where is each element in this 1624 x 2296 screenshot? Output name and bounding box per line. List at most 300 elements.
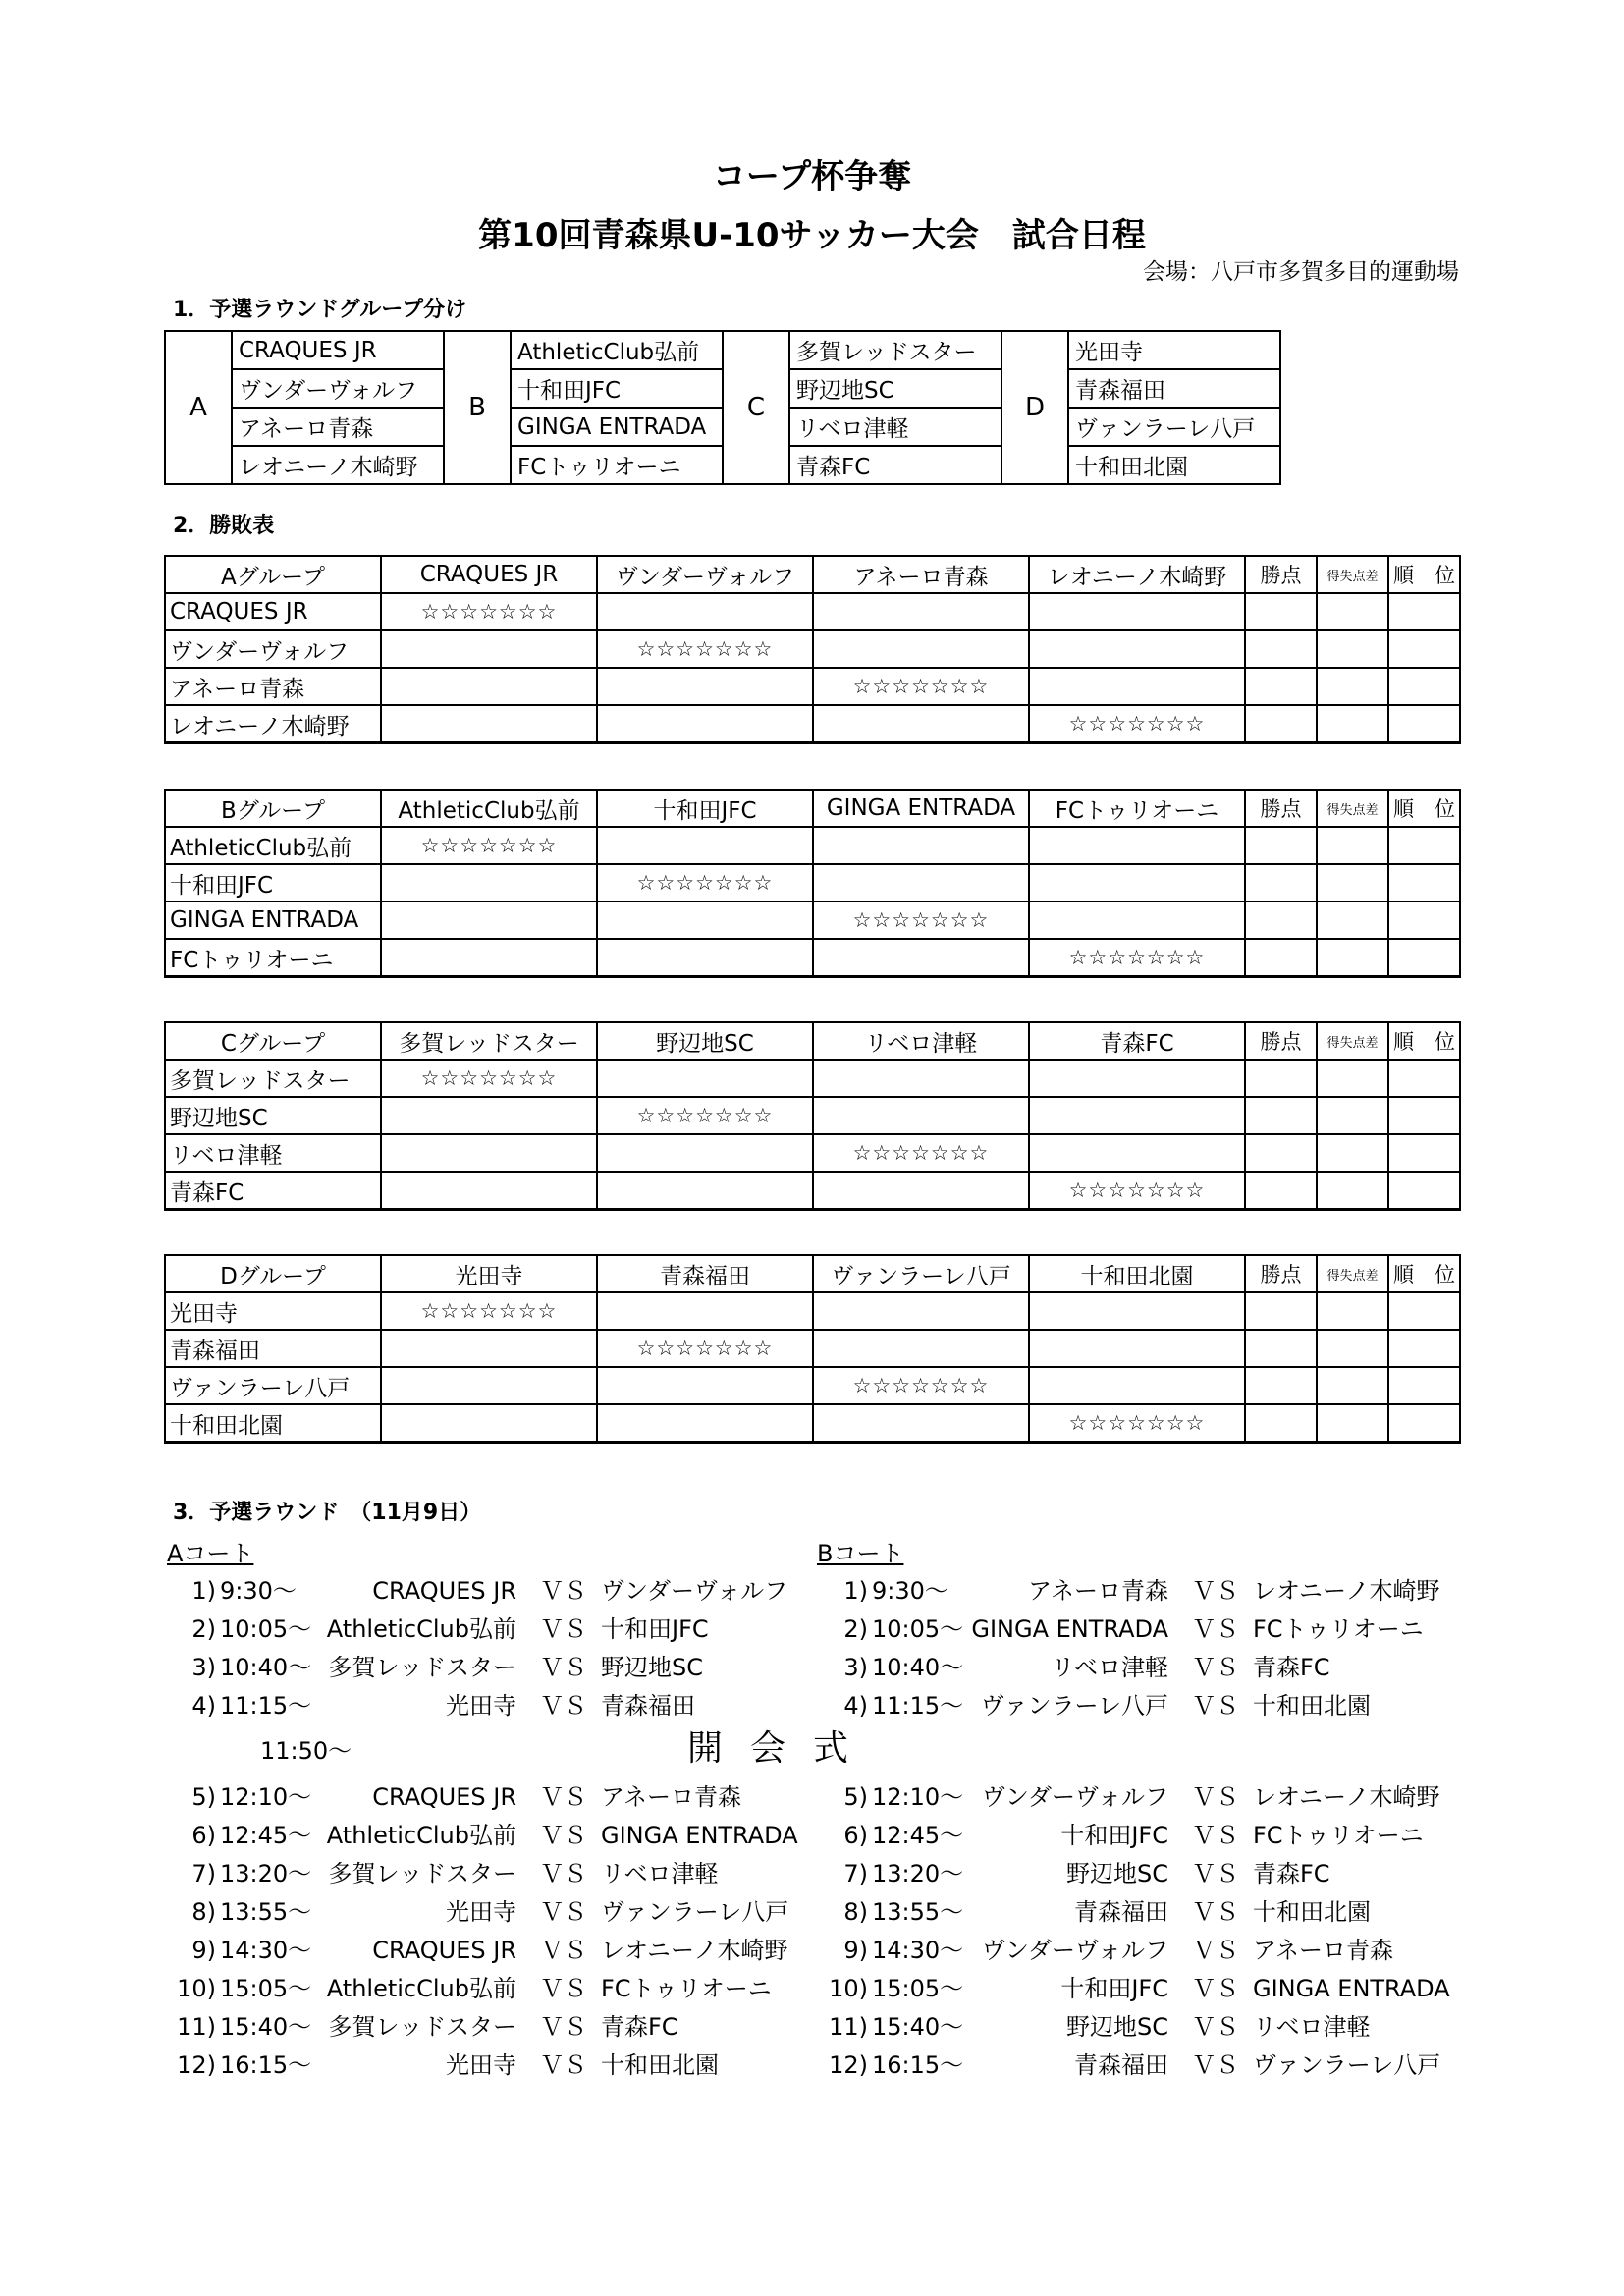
self-match-cell: ☆☆☆☆☆☆☆ (1029, 705, 1245, 743)
score-cell (597, 1060, 813, 1097)
ceremony-time: 11:50～ (260, 1737, 352, 1765)
row-team: CRAQUES JR (165, 593, 381, 630)
home-team: 十和田JFC (1060, 1975, 1168, 2002)
column-team: 青森FC (1029, 1022, 1245, 1060)
section-group-split: 1．予選ラウンドグループ分け (173, 298, 467, 322)
group-team: ヴァンラーレ八戸 (1068, 408, 1280, 446)
self-match-cell: ☆☆☆☆☆☆☆ (597, 1097, 813, 1134)
home-team: ヴンダーヴォルフ (981, 1937, 1168, 1964)
table-row (165, 864, 1460, 902)
row-team: 十和田JFC (165, 864, 381, 902)
vs-label: ＶＳ (1192, 1692, 1239, 1720)
group-label: B (444, 331, 511, 484)
result-table (164, 1254, 1461, 1444)
score-cell (381, 1404, 597, 1443)
goal-diff-cell (1317, 1404, 1388, 1443)
home-team: AthleticClub弘前 (326, 1975, 516, 2002)
rank-cell (1388, 1367, 1460, 1404)
column-team: ヴンダーヴォルフ (597, 556, 813, 593)
score-cell (381, 630, 597, 668)
score-cell (813, 1330, 1029, 1367)
self-match-cell: ☆☆☆☆☆☆☆ (813, 1134, 1029, 1172)
rank-cell (1388, 668, 1460, 705)
score-cell (597, 902, 813, 939)
table-row (165, 1060, 1460, 1097)
column-team: 多賀レッドスター (381, 1022, 597, 1060)
rank-cell (1388, 593, 1460, 630)
score-cell (813, 705, 1029, 743)
group-team: 多賀レッドスター (789, 331, 1001, 369)
group-team: 青森福田 (1068, 369, 1280, 408)
column-team: 青森福田 (597, 1255, 813, 1292)
score-cell (381, 902, 597, 939)
score-cell (381, 939, 597, 977)
points-cell (1245, 864, 1317, 902)
match-number: 4) (843, 1692, 868, 1720)
match-row (173, 2049, 801, 2082)
score-cell (381, 1330, 597, 1367)
score-cell (1029, 668, 1245, 705)
goal-diff-cell (1317, 902, 1388, 939)
match-time: 15:05～ (220, 1975, 312, 2002)
away-team: 青森FC (1253, 1860, 1330, 1887)
goal-diff-cell (1317, 593, 1388, 630)
points-cell (1245, 1097, 1317, 1134)
row-team: FCトゥリオーニ (165, 939, 381, 977)
venue: 会場：八戸市多賀多目的運動場 (1143, 259, 1459, 285)
group-team: GINGA ENTRADA (511, 408, 723, 446)
rank-cell (1388, 1404, 1460, 1443)
score-cell (813, 1060, 1029, 1097)
row-team: ヴンダーヴォルフ (165, 630, 381, 668)
row-team: AthleticClub弘前 (165, 827, 381, 864)
match-row (825, 1819, 1453, 1852)
vs-label: ＶＳ (1192, 1577, 1239, 1605)
points-cell (1245, 1172, 1317, 1210)
goal-diff-cell (1317, 1097, 1388, 1134)
home-team: 多賀レッドスター (328, 1860, 516, 1887)
score-cell (381, 705, 597, 743)
table-row (165, 593, 1460, 630)
row-team: ヴァンラーレ八戸 (165, 1367, 381, 1404)
home-team: 野辺地SC (1066, 2013, 1168, 2041)
group-team: FCトゥリオーニ (511, 446, 723, 484)
column-team: 野辺地SC (597, 1022, 813, 1060)
self-match-cell: ☆☆☆☆☆☆☆ (597, 1330, 813, 1367)
match-time: 10:05～ (872, 1615, 964, 1643)
row-team: レオニーノ木崎野 (165, 705, 381, 743)
match-time: 13:20～ (220, 1860, 312, 1887)
away-team: 野辺地SC (601, 1654, 703, 1681)
group-team: アネーロ青森 (232, 408, 444, 446)
opening-ceremony: 開会式 (687, 1728, 877, 1769)
vs-label: ＶＳ (540, 1577, 587, 1605)
score-cell (1029, 827, 1245, 864)
group-team: 青森FC (789, 446, 1001, 484)
match-row (173, 1972, 801, 2005)
match-time: 9:30～ (220, 1577, 297, 1605)
home-team: CRAQUES JR (372, 1577, 516, 1605)
points-header: 勝点 (1245, 1022, 1317, 1060)
score-cell (1029, 1292, 1245, 1330)
home-team: 多賀レッドスター (328, 2013, 516, 2041)
score-cell (597, 1367, 813, 1404)
score-cell (1029, 1330, 1245, 1367)
points-cell (1245, 705, 1317, 743)
match-row (825, 1613, 1453, 1646)
group-header: Bグループ (165, 790, 381, 827)
vs-label: ＶＳ (540, 1654, 587, 1681)
column-team: 十和田JFC (597, 790, 813, 827)
home-team: CRAQUES JR (372, 1937, 516, 1964)
self-match-cell: ☆☆☆☆☆☆☆ (381, 827, 597, 864)
row-team: GINGA ENTRADA (165, 902, 381, 939)
group-team: CRAQUES JR (232, 331, 444, 369)
self-match-cell: ☆☆☆☆☆☆☆ (1029, 939, 1245, 977)
table-row (165, 705, 1460, 743)
away-team: FCトゥリオーニ (1253, 1822, 1424, 1849)
self-match-cell: ☆☆☆☆☆☆☆ (381, 1060, 597, 1097)
score-cell (597, 705, 813, 743)
match-number: 2) (191, 1615, 216, 1643)
rank-cell (1388, 1292, 1460, 1330)
score-cell (813, 939, 1029, 977)
match-number: 12) (829, 2051, 868, 2079)
table-row (165, 902, 1460, 939)
match-number: 12) (177, 2051, 216, 2079)
court-a-label: Aコート (167, 1540, 254, 1567)
table-row (165, 1292, 1460, 1330)
match-time: 12:10～ (220, 1783, 312, 1811)
match-time: 13:55～ (872, 1898, 964, 1926)
group-header: Cグループ (165, 1022, 381, 1060)
away-team: ヴァンラーレ八戸 (1253, 2051, 1441, 2079)
score-cell (597, 939, 813, 977)
points-cell (1245, 1367, 1317, 1404)
match-row (825, 1934, 1453, 1967)
vs-label: ＶＳ (540, 2013, 587, 2041)
rank-cell (1388, 864, 1460, 902)
score-cell (381, 864, 597, 902)
points-cell (1245, 593, 1317, 630)
away-team: FCトゥリオーニ (601, 1975, 772, 2002)
rank-cell (1388, 1060, 1460, 1097)
score-cell (1029, 1367, 1245, 1404)
goal-diff-cell (1317, 630, 1388, 668)
self-match-cell: ☆☆☆☆☆☆☆ (597, 630, 813, 668)
away-team: 十和田北園 (1253, 1898, 1371, 1926)
home-team: ヴンダーヴォルフ (981, 1783, 1168, 1811)
self-match-cell: ☆☆☆☆☆☆☆ (1029, 1404, 1245, 1443)
column-team: FCトゥリオーニ (1029, 790, 1245, 827)
away-team: 十和田北園 (1253, 1692, 1371, 1720)
points-cell (1245, 630, 1317, 668)
result-table (164, 789, 1461, 978)
group-label: D (1001, 331, 1068, 484)
match-row (825, 1895, 1453, 1929)
match-number: 5) (191, 1783, 216, 1811)
rank-cell (1388, 1097, 1460, 1134)
away-team: GINGA ENTRADA (1253, 1975, 1450, 2002)
points-cell (1245, 1060, 1317, 1097)
points-cell (1245, 1404, 1317, 1443)
away-team: 青森FC (601, 2013, 678, 2041)
home-team: AthleticClub弘前 (326, 1822, 516, 1849)
match-row (825, 1780, 1453, 1814)
match-row (825, 2010, 1453, 2044)
group-team: 光田寺 (1068, 331, 1280, 369)
vs-label: ＶＳ (1192, 1615, 1239, 1643)
column-team: 十和田北園 (1029, 1255, 1245, 1292)
vs-label: ＶＳ (540, 1822, 587, 1849)
match-time: 15:40～ (220, 2013, 312, 2041)
self-match-cell: ☆☆☆☆☆☆☆ (1029, 1172, 1245, 1210)
table-row (165, 1097, 1460, 1134)
home-team: AthleticClub弘前 (326, 1615, 516, 1643)
match-number: 11) (177, 2013, 216, 2041)
away-team: 十和田北園 (601, 2051, 719, 2079)
vs-label: ＶＳ (1192, 2051, 1239, 2079)
score-cell (813, 864, 1029, 902)
points-cell (1245, 1134, 1317, 1172)
column-team: リベロ津軽 (813, 1022, 1029, 1060)
goal-diff-cell (1317, 1292, 1388, 1330)
home-team: リベロ津軽 (1051, 1654, 1168, 1681)
score-cell (813, 1172, 1029, 1210)
points-cell (1245, 668, 1317, 705)
away-team: ヴァンラーレ八戸 (601, 1898, 789, 1926)
vs-label: ＶＳ (1192, 1898, 1239, 1926)
score-cell (813, 1292, 1029, 1330)
vs-label: ＶＳ (1192, 2013, 1239, 2041)
match-row (173, 1613, 801, 1646)
group-header: Dグループ (165, 1255, 381, 1292)
group-team: 十和田北園 (1068, 446, 1280, 484)
score-cell (597, 1292, 813, 1330)
rank-header: 順 位 (1388, 790, 1460, 827)
match-number: 8) (191, 1898, 216, 1926)
group-team: AthleticClub弘前 (511, 331, 723, 369)
group-team: 野辺地SC (789, 369, 1001, 408)
column-team: ヴァンラーレ八戸 (813, 1255, 1029, 1292)
row-team: 光田寺 (165, 1292, 381, 1330)
away-team: レオニーノ木崎野 (1253, 1577, 1440, 1605)
vs-label: ＶＳ (540, 1975, 587, 2002)
match-time: 10:40～ (872, 1654, 964, 1681)
match-row (825, 2049, 1453, 2082)
court-b-label: Bコート (817, 1540, 904, 1567)
match-row (825, 1972, 1453, 2005)
row-team: 青森福田 (165, 1330, 381, 1367)
match-number: 9) (843, 1937, 868, 1964)
away-team: FCトゥリオーニ (1253, 1615, 1424, 1643)
match-row (173, 2010, 801, 2044)
result-table (164, 555, 1461, 744)
rank-cell (1388, 902, 1460, 939)
match-row (825, 1574, 1453, 1608)
goal-diff-cell (1317, 1134, 1388, 1172)
vs-label: ＶＳ (540, 1937, 587, 1964)
column-team: CRAQUES JR (381, 556, 597, 593)
match-number: 10) (829, 1975, 868, 2002)
table-row (165, 1330, 1460, 1367)
section-results: 2．勝敗表 (173, 514, 275, 538)
match-row (173, 1895, 801, 1929)
goal-diff-cell (1317, 1330, 1388, 1367)
match-time: 10:40～ (220, 1654, 312, 1681)
match-time: 15:40～ (872, 2013, 964, 2041)
goal-diff-cell (1317, 705, 1388, 743)
score-cell (597, 1172, 813, 1210)
match-row (173, 1651, 801, 1684)
column-team: レオニーノ木崎野 (1029, 556, 1245, 593)
match-number: 10) (177, 1975, 216, 2002)
self-match-cell: ☆☆☆☆☆☆☆ (381, 593, 597, 630)
match-number: 4) (191, 1692, 216, 1720)
away-team: ヴンダーヴォルフ (601, 1577, 788, 1605)
title-line2: 第10回青森県U-10サッカー大会 試合日程 (478, 216, 1146, 255)
group-split-table (164, 330, 1281, 485)
match-number: 3) (843, 1654, 868, 1681)
rank-header: 順 位 (1388, 1022, 1460, 1060)
match-row (173, 1819, 801, 1852)
table-row (165, 827, 1460, 864)
score-cell (381, 1097, 597, 1134)
match-row (825, 1651, 1453, 1684)
goal-diff-cell (1317, 1172, 1388, 1210)
table-row (165, 939, 1460, 977)
match-row (173, 1780, 801, 1814)
vs-label: ＶＳ (540, 1615, 587, 1643)
row-team: アネーロ青森 (165, 668, 381, 705)
goal-diff-cell (1317, 668, 1388, 705)
away-team: 青森福田 (601, 1692, 695, 1720)
points-header: 勝点 (1245, 790, 1317, 827)
row-team: 青森FC (165, 1172, 381, 1210)
away-team: アネーロ青森 (1253, 1937, 1394, 1964)
table-row (165, 1367, 1460, 1404)
score-cell (1029, 902, 1245, 939)
match-row (173, 1574, 801, 1608)
match-time: 10:05～ (220, 1615, 312, 1643)
away-team: レオニーノ木崎野 (1253, 1783, 1440, 1811)
score-cell (597, 1404, 813, 1443)
goal-diff-cell (1317, 827, 1388, 864)
points-cell (1245, 939, 1317, 977)
score-cell (381, 668, 597, 705)
home-team: 野辺地SC (1066, 1860, 1168, 1887)
score-cell (381, 1367, 597, 1404)
column-team: 光田寺 (381, 1255, 597, 1292)
home-team: アネーロ青森 (1027, 1577, 1168, 1605)
group-team: リベロ津軽 (789, 408, 1001, 446)
score-cell (1029, 1060, 1245, 1097)
self-match-cell: ☆☆☆☆☆☆☆ (813, 1367, 1029, 1404)
group-label: C (723, 331, 789, 484)
match-time: 13:55～ (220, 1898, 312, 1926)
match-time: 12:45～ (872, 1822, 964, 1849)
row-team: 野辺地SC (165, 1097, 381, 1134)
home-team: 十和田JFC (1060, 1822, 1168, 1849)
score-cell (597, 1134, 813, 1172)
away-team: リベロ津軽 (1253, 2013, 1371, 2041)
goal-diff-header: 得失点差 (1317, 790, 1388, 827)
points-cell (1245, 1292, 1317, 1330)
match-number: 7) (843, 1860, 868, 1887)
self-match-cell: ☆☆☆☆☆☆☆ (813, 902, 1029, 939)
column-team: アネーロ青森 (813, 556, 1029, 593)
match-row (825, 1689, 1453, 1722)
score-cell (1029, 1097, 1245, 1134)
vs-label: ＶＳ (1192, 1654, 1239, 1681)
rank-cell (1388, 1330, 1460, 1367)
table-row (165, 1404, 1460, 1443)
match-row (825, 1857, 1453, 1890)
match-number: 5) (843, 1783, 868, 1811)
match-row (173, 1934, 801, 1967)
table-row (165, 630, 1460, 668)
score-cell (597, 827, 813, 864)
score-cell (813, 630, 1029, 668)
vs-label: ＶＳ (1192, 1822, 1239, 1849)
group-team: 十和田JFC (511, 369, 723, 408)
away-team: アネーロ青森 (601, 1783, 742, 1811)
goal-diff-header: 得失点差 (1317, 1022, 1388, 1060)
row-team: 十和田北園 (165, 1404, 381, 1443)
match-number: 7) (191, 1860, 216, 1887)
match-time: 12:10～ (872, 1783, 964, 1811)
row-team: リベロ津軽 (165, 1134, 381, 1172)
goal-diff-cell (1317, 1367, 1388, 1404)
result-table (164, 1021, 1461, 1211)
score-cell (813, 1097, 1029, 1134)
group-team: ヴンダーヴォルフ (232, 369, 444, 408)
column-team: GINGA ENTRADA (813, 790, 1029, 827)
rank-cell (1388, 705, 1460, 743)
section-schedule: 3．予選ラウンド （11月9日） (173, 1501, 482, 1525)
rank-header: 順 位 (1388, 556, 1460, 593)
home-team: 光田寺 (446, 1692, 516, 1720)
score-cell (813, 1404, 1029, 1443)
match-number: 6) (191, 1822, 216, 1849)
score-cell (1029, 864, 1245, 902)
points-cell (1245, 827, 1317, 864)
rank-cell (1388, 827, 1460, 864)
score-cell (381, 1172, 597, 1210)
rank-cell (1388, 939, 1460, 977)
score-cell (1029, 593, 1245, 630)
goal-diff-cell (1317, 939, 1388, 977)
rank-cell (1388, 1172, 1460, 1210)
table-row (165, 668, 1460, 705)
match-time: 14:30～ (220, 1937, 312, 1964)
rank-cell (1388, 1134, 1460, 1172)
home-team: ヴァンラーレ八戸 (980, 1692, 1168, 1720)
vs-label: ＶＳ (540, 1692, 587, 1720)
home-team: 青森福田 (1074, 2051, 1168, 2079)
self-match-cell: ☆☆☆☆☆☆☆ (381, 1292, 597, 1330)
match-number: 1) (191, 1577, 216, 1605)
group-header: Aグループ (165, 556, 381, 593)
home-team: 青森福田 (1074, 1898, 1168, 1926)
match-row (173, 1857, 801, 1890)
self-match-cell: ☆☆☆☆☆☆☆ (597, 864, 813, 902)
table-row (165, 1134, 1460, 1172)
goal-diff-cell (1317, 864, 1388, 902)
match-time: 9:30～ (872, 1577, 948, 1605)
match-number: 9) (191, 1937, 216, 1964)
score-cell (1029, 1134, 1245, 1172)
